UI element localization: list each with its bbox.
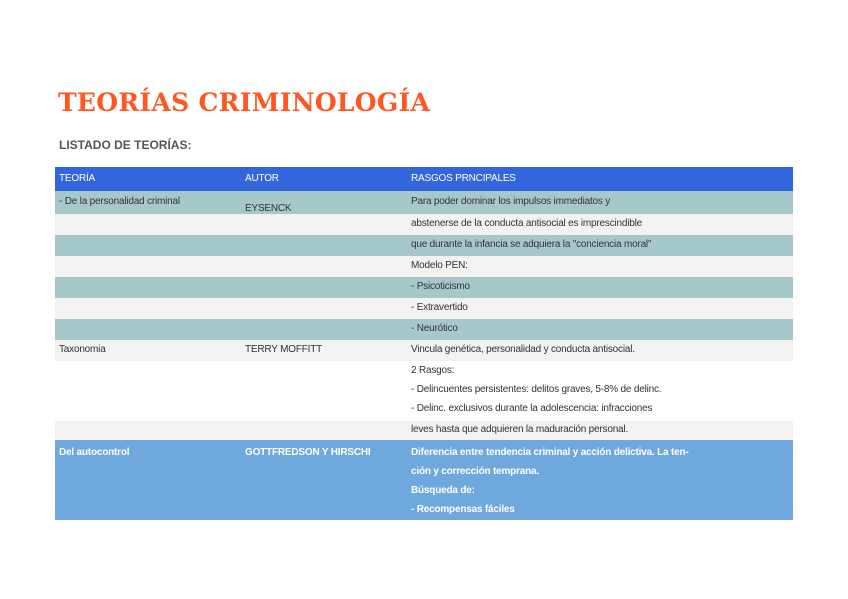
rasgos-cell: Búsqueda de:: [411, 485, 475, 496]
table-header-row: [55, 167, 793, 191]
rasgos-cell: Diferencia entre tendencia criminal y acción delictiva. La ten-: [411, 447, 689, 458]
section-subtitle: LISTADO DE TEORÍAS:: [59, 138, 192, 152]
rasgos-cell: - Neurótico: [411, 323, 458, 334]
theories-table: [55, 167, 793, 520]
rasgos-cell: ción y corrección temprana.: [411, 466, 539, 477]
table-row: [55, 256, 793, 277]
table-row: [55, 277, 793, 298]
rasgos-cell: Para poder dominar los impulsos immediatos y: [411, 196, 611, 207]
rasgos-cell: - Delinc. exclusivos durante la adolescencia: infracciones: [411, 403, 653, 414]
rasgos-cell: que durante la infancia se adquiera la "conciencia moral": [411, 239, 652, 250]
header-teoria: TEORÍA: [59, 173, 96, 184]
table-row: [55, 214, 793, 235]
rasgos-cell: Vincula genética, personalidad y conducta antisocial.: [411, 344, 635, 355]
rasgos-cell: Modelo PEN:: [411, 260, 468, 271]
autor-cell: EYSENCK: [245, 203, 292, 214]
table-row: [55, 361, 793, 421]
rasgos-cell: abstenerse de la conducta antisocial es imprescindible: [411, 218, 643, 229]
table-row: [55, 191, 793, 214]
header-rasgos: RASGOS PRNCIPALES: [411, 173, 516, 184]
rasgos-cell: - Extravertido: [411, 302, 468, 313]
table-row: [55, 319, 793, 340]
rasgos-cell: - Delincuentes persistentes: delitos graves, 5-8% de delinc.: [411, 384, 662, 395]
table-row: [55, 340, 793, 361]
rasgos-cell: - Psicoticismo: [411, 281, 470, 292]
autor-cell: GOTTFREDSON Y HIRSCHI: [245, 447, 371, 458]
autor-cell: TERRY MOFFITT: [245, 344, 323, 355]
rasgos-cell: - Recompensas fáciles: [411, 504, 515, 515]
teoria-cell: Taxonomia: [59, 344, 106, 355]
header-autor: AUTOR: [245, 173, 279, 184]
rasgos-cell: leves hasta que adquieren la maduración personal.: [411, 424, 629, 435]
table-row: [55, 440, 793, 520]
teoria-cell: - De la personalidad criminal: [59, 196, 180, 207]
table-row: [55, 235, 793, 256]
table-row: [55, 421, 793, 440]
page-title: TEORÍAS CRIMINOLOGÍA: [58, 88, 431, 117]
table-row: [55, 298, 793, 319]
rasgos-cell: 2 Rasgos:: [411, 365, 455, 376]
teoria-cell: Del autocontrol: [59, 447, 130, 458]
